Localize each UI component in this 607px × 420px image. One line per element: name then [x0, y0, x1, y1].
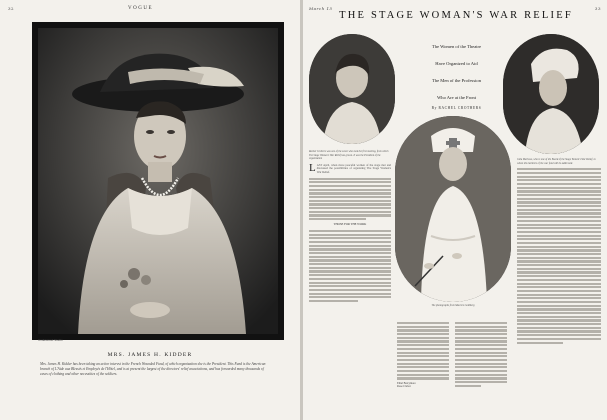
subtitle-line-2: Have Organized to Aid: [435, 61, 478, 66]
page-number-right: 33: [594, 6, 601, 11]
page-number-left: 32: [8, 6, 15, 11]
caption-body: Mrs. James H. Kidder has been taking an active interest in the French Wounded Fund, of which organization she is the President. This Fund is the American branch of L'Aide aux Blessés et Employés de l'Hôtel, and is at present the largest of the directors' relief associations, and has forwarded many thousands of cases of clothing and other necessities of the soldiers.: [40, 362, 266, 376]
center-photo-caption: The photographs from Maurice Goldberg: [431, 304, 475, 307]
intro-text: AST April, when more peaceful women of the stage met and discussed the possibilities of organizing The Stage Women's War Relief.: [316, 162, 391, 174]
column-1: [309, 150, 391, 304]
masthead: VOGUE: [128, 6, 153, 11]
caption-title: MRS. JAMES H. KIDDER: [107, 352, 193, 358]
page-date: March 15: [309, 6, 333, 11]
portrait-illustration: [38, 28, 278, 334]
body-text-block: [309, 178, 391, 221]
body-text-block-2: [309, 230, 391, 302]
portrait-illustration: [309, 34, 395, 144]
byline: By RACHEL CROTHERS: [431, 106, 482, 110]
nurse-illustration: [395, 116, 511, 302]
subtitle-line-1: The Women of the Theatre: [431, 44, 482, 49]
intro-paragraph: [309, 161, 391, 175]
col1-photo-caption: Rachel Crothers was one of the seven who took the first meeting, from which The Stage Woman's War Relief has grown. It was the President of the organization: [309, 150, 389, 161]
list-item-1: Ethel Barrymore: [397, 381, 416, 385]
photo-credit: Underwood Studio: [38, 338, 63, 342]
list-item-2: Rose Claber: [397, 385, 411, 389]
right-page: [303, 0, 607, 420]
portrait-julia-marlowe: [503, 34, 599, 154]
right-photo-caption: Julia Marlowe, who is one of the Board of the Stage Women's War Relief, to whom the members of the war fund will be addressed.: [517, 158, 596, 165]
dropcap: L: [309, 161, 316, 174]
subtitle-line-4: Who Are at the Front: [436, 95, 477, 100]
portrait-illustration: [503, 34, 599, 154]
portrait-rachel-crothers: [309, 34, 395, 144]
column-4: [517, 158, 601, 345]
article-title: THE STAGE WOMAN'S WAR RELIEF: [339, 10, 573, 21]
photo-nurse: [395, 116, 511, 302]
left-page: [0, 0, 300, 420]
column-3: [455, 322, 507, 388]
section-head: THOSE FOR THE WORK: [333, 222, 367, 227]
subtitle-line-3: The Men of the Profession: [432, 78, 481, 83]
column-2: [397, 322, 449, 389]
portrait-photo: [38, 28, 278, 334]
